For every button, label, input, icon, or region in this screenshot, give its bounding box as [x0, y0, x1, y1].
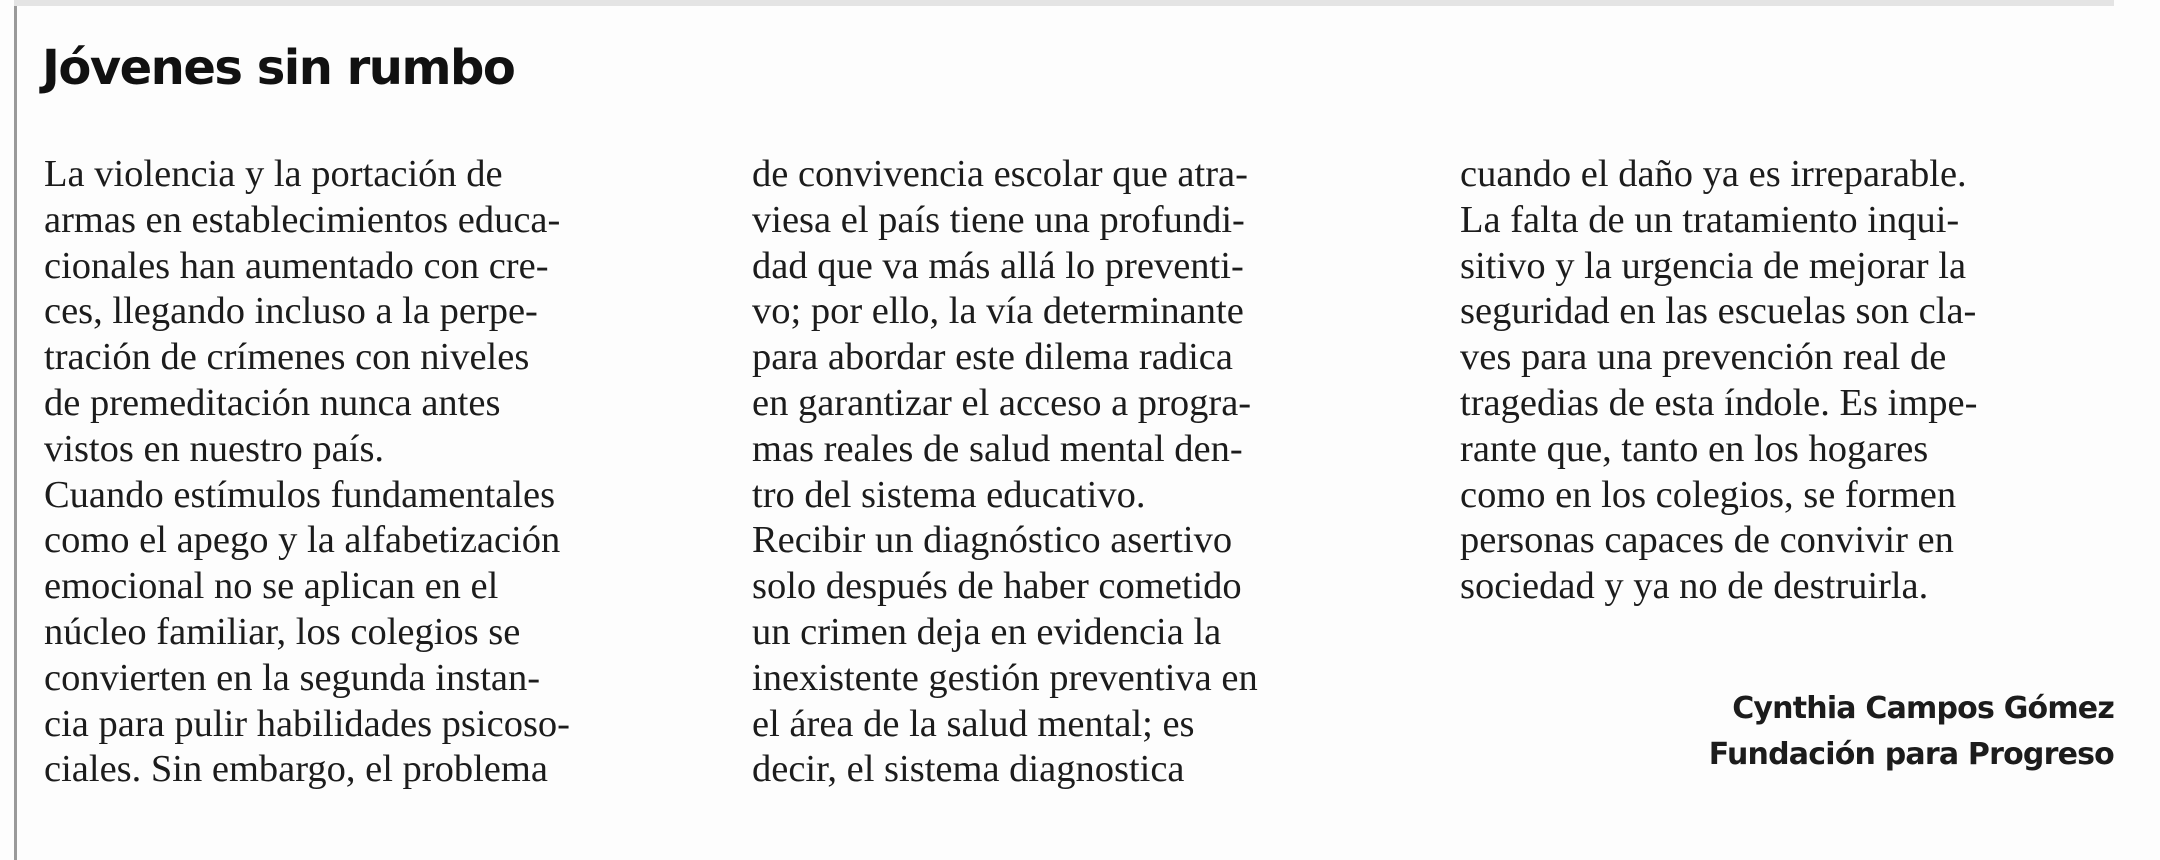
text-column-3 [1460, 152, 2120, 610]
text-line: decir, el sistema diagnostica [752, 748, 1185, 791]
text-line: vo; por ello, la vía determinante [752, 290, 1244, 333]
text-line: dad que va más allá lo preventi- [752, 244, 1244, 287]
text-line: ciales. Sin embargo, el problema [44, 748, 548, 791]
text-line: de premeditación nunca antes [44, 381, 501, 424]
text-line: cia para pulir habilidades psicoso- [44, 702, 570, 745]
text-line: sitivo y la urgencia de mejorar la [1460, 244, 1967, 287]
text-line: convierten en la segunda instan- [44, 656, 541, 699]
author-name: Cynthia Campos Gómez [1732, 691, 2114, 726]
top-divider [14, 0, 2114, 6]
left-border-rule [14, 6, 17, 860]
text-line: como en los colegios, se formen [1460, 473, 1957, 516]
text-line: personas capaces de convivir en [1460, 519, 1954, 562]
text-line: en garantizar el acceso a progra- [752, 381, 1252, 424]
text-column-2 [752, 152, 1452, 793]
signature-block [1709, 686, 2114, 778]
text-line: La violencia y la portación de [44, 153, 503, 195]
text-line: el área de la salud mental; es [752, 702, 1195, 745]
text-line: seguridad en las escuelas son cla- [1460, 290, 1977, 333]
text-line: armas en establecimientos educa- [44, 198, 561, 241]
text-line: núcleo familiar, los colegios se [44, 610, 521, 653]
author-organization: Fundación para Progreso [1708, 737, 2114, 772]
text-line: mas reales de salud mental den- [752, 427, 1243, 470]
text-line: ves para una prevención real de [1460, 336, 1947, 379]
text-line: inexistente gestión preventiva en [752, 656, 1258, 699]
text-line: solo después de haber cometido [752, 565, 1242, 608]
text-line: cuando el daño ya es irreparable. [1460, 153, 1967, 195]
text-line: rante que, tanto en los hogares [1460, 427, 1929, 470]
text-line: cionales han aumentado con cre- [44, 244, 549, 287]
text-line: de convivencia escolar que atra- [752, 153, 1248, 195]
text-line: Recibir un diagnóstico asertivo [752, 519, 1233, 562]
text-line: Cuando estímulos fundamentales [44, 473, 556, 516]
text-line: ces, llegando incluso a la perpe- [44, 290, 538, 333]
text-line: tragedias de esta índole. Es impe- [1460, 381, 1978, 424]
article-title: Jóvenes sin rumbo [42, 40, 515, 96]
text-line: tro del sistema educativo. [752, 473, 1146, 516]
text-line: como el apego y la alfabetización [44, 519, 561, 562]
text-line: emocional no se aplican en el [44, 565, 499, 608]
text-line: para abordar este dilema radica [752, 336, 1233, 379]
text-line: un crimen deja en evidencia la [752, 610, 1222, 653]
text-line: viesa el país tiene una profundi- [752, 198, 1245, 241]
text-line: tración de crímenes con niveles [44, 336, 530, 379]
text-line: La falta de un tratamiento inqui- [1460, 198, 1960, 241]
text-line: sociedad y ya no de destruirla. [1460, 565, 1929, 608]
text-column-1 [44, 152, 744, 793]
text-line: vistos en nuestro país. [44, 427, 385, 470]
